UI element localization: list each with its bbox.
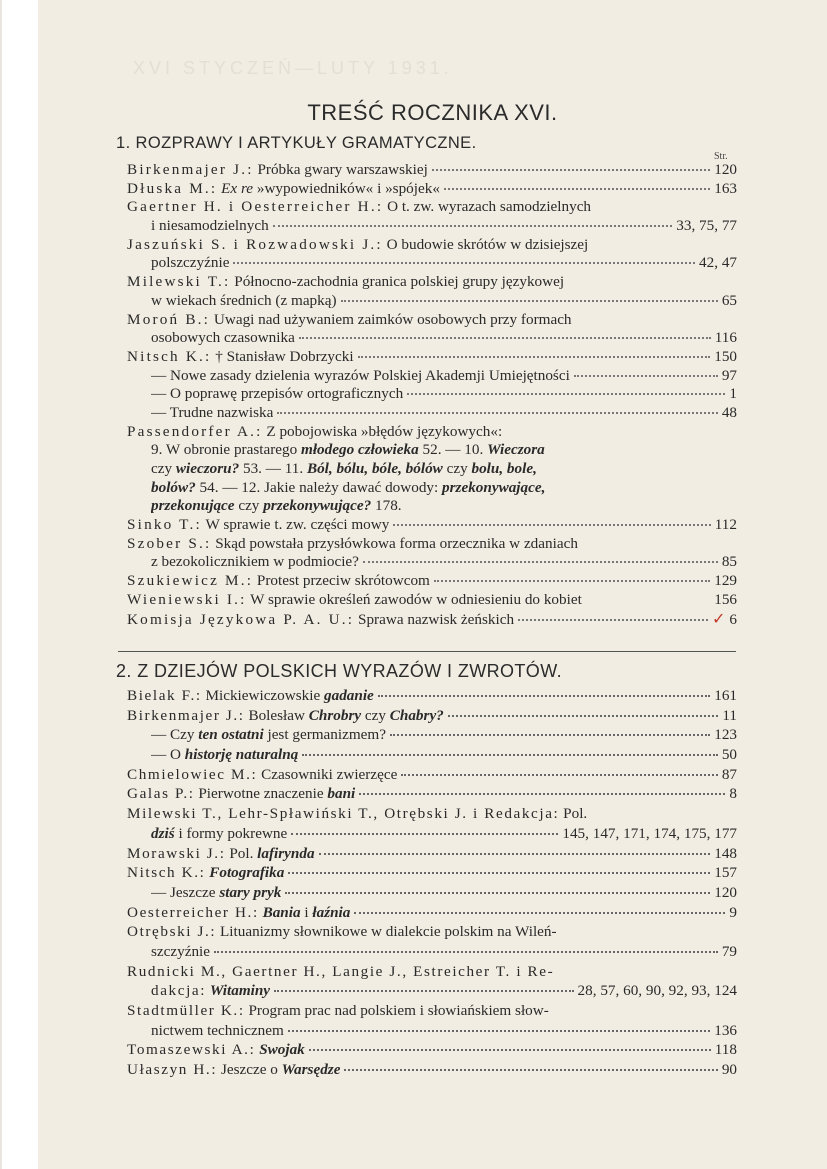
leader-dots bbox=[302, 753, 718, 756]
toc-entry bbox=[127, 348, 737, 367]
toc-entry-continuation bbox=[127, 479, 737, 498]
entry-page: 150 bbox=[714, 347, 737, 365]
entry-title-part: Pol. bbox=[225, 844, 258, 862]
leader-dots bbox=[344, 1068, 717, 1071]
entry-page: 9 bbox=[729, 903, 737, 921]
toc-entry bbox=[127, 180, 737, 199]
leader-dots bbox=[277, 411, 717, 414]
entry-title-part: Jeszcze bbox=[166, 883, 220, 901]
entry-title-italic: stary pryk bbox=[219, 883, 282, 901]
leader-dots bbox=[214, 950, 718, 953]
leader-dots bbox=[401, 773, 718, 776]
toc-entry bbox=[127, 367, 737, 386]
leader-dots bbox=[390, 733, 710, 736]
toc-entry bbox=[127, 572, 737, 591]
entry-author: Nitsch K.: bbox=[127, 347, 212, 365]
entry-page: 90 bbox=[721, 1061, 737, 1079]
leader-dots bbox=[574, 374, 718, 377]
entry-title-italic: bani bbox=[327, 785, 356, 803]
entry-author: Moroń B.: bbox=[127, 310, 211, 328]
entry-page: 87 bbox=[721, 765, 737, 783]
ditto-dash: — bbox=[151, 726, 167, 744]
entry-author: Szukiewicz M.: bbox=[127, 572, 254, 590]
page-title: TREŚĆ ROCZNIKA XVI. bbox=[307, 100, 558, 125]
toc-entry bbox=[127, 404, 737, 423]
entry-author: Birkenmajer J.: bbox=[127, 161, 254, 178]
entry-author: Stadtmüller K.: bbox=[127, 1002, 245, 1019]
entry-title: Próbka gwary warszawskiej bbox=[253, 161, 428, 178]
entry-title-italic: bolów? bbox=[151, 478, 196, 496]
entry-page: 85 bbox=[721, 553, 737, 571]
entry-title: Protest przeciw skrótowcom bbox=[253, 572, 430, 590]
toc-entry-continuation bbox=[127, 981, 737, 1001]
entry-page: 42, 47 bbox=[699, 254, 737, 272]
entry-title-italic: Wieczora bbox=[487, 441, 545, 459]
entry-title-italic: lafirynda bbox=[257, 844, 315, 862]
toc-entry bbox=[127, 1040, 737, 1060]
entry-title-italic: gadanie bbox=[324, 687, 374, 704]
entry-page: 156 bbox=[714, 590, 737, 608]
ditto-dash: — bbox=[151, 403, 167, 421]
toc-entry bbox=[127, 922, 737, 942]
entry-title: nictwem technicznem bbox=[151, 1021, 284, 1039]
entry-title-part: Pierwotne znaczenie bbox=[194, 785, 328, 803]
entry-page: 145, 147, 171, 174, 175, 177 bbox=[562, 824, 737, 842]
toc-entry bbox=[127, 1060, 737, 1080]
toc-entry bbox=[127, 844, 737, 864]
entry-author: Nitsch K.: bbox=[127, 864, 206, 882]
section-1-list bbox=[127, 161, 737, 628]
toc-entry bbox=[127, 962, 737, 982]
leader-space bbox=[586, 600, 710, 601]
entry-title-part: czy bbox=[442, 460, 472, 477]
entry-page: 97 bbox=[721, 366, 737, 384]
entry-title: O t. zw. wyrazach samodzielnych bbox=[383, 198, 592, 216]
entry-title: Lituanizmy słownikowe w dialekcie polskim na Wileń- bbox=[216, 923, 557, 941]
toc-entry bbox=[127, 686, 737, 706]
page bbox=[38, 0, 827, 1169]
leader-dots bbox=[309, 1048, 711, 1051]
toc-entry bbox=[127, 591, 737, 610]
leader-dots bbox=[285, 891, 710, 894]
entry-title-italic: Chrobry bbox=[308, 706, 362, 724]
entry-page: 33, 75, 77 bbox=[676, 217, 737, 235]
entry-page: 79 bbox=[721, 942, 737, 960]
entry-title-part: Bolesław bbox=[244, 706, 309, 724]
leader-dots bbox=[274, 989, 573, 992]
section-2-list bbox=[127, 686, 737, 1080]
toc-entry bbox=[127, 765, 737, 785]
leader-dots bbox=[407, 392, 725, 395]
entry-page: 65 bbox=[721, 291, 737, 309]
entry-page: 123 bbox=[714, 726, 737, 744]
handwritten-check-mark: ✓ bbox=[712, 608, 726, 628]
entry-title-italic: wieczoru? bbox=[175, 460, 240, 477]
toc-entry bbox=[127, 385, 737, 404]
entry-author: Galas P.: bbox=[127, 785, 195, 803]
section-2-heading: 2. Z DZIEJÓW POLSKICH WYRAZÓW I ZWROTÓW. bbox=[116, 661, 562, 681]
toc-entry bbox=[127, 516, 737, 535]
entry-author: Sinko T.: bbox=[127, 516, 202, 534]
toc-entry-continuation bbox=[127, 460, 737, 479]
leader-dots bbox=[518, 618, 708, 621]
entry-title: W sprawie określeń zawodów w odniesieniu do kobiet bbox=[246, 590, 582, 608]
entry-title-italic: Swojak bbox=[259, 1041, 305, 1059]
entry-title-part: 52. — 10. bbox=[418, 441, 488, 459]
toc-entry bbox=[127, 863, 737, 883]
toc-entry-continuation bbox=[127, 553, 737, 572]
entry-author: Passendorfer A.: bbox=[127, 422, 263, 440]
toc-entry-continuation bbox=[127, 497, 737, 516]
entry-author: Komisja Językowa P. A. U.: bbox=[127, 610, 355, 628]
entry-page: 1 bbox=[729, 385, 737, 403]
entry-author: Milewski T.: bbox=[127, 273, 231, 291]
left-margin-strip bbox=[0, 0, 38, 1169]
leader-dots bbox=[299, 336, 711, 339]
entry-title: Trudne nazwiska bbox=[166, 403, 274, 421]
entry-title-italic: przekonujące bbox=[151, 497, 235, 515]
entry-title: † Stanisław Dobrzycki bbox=[211, 347, 354, 365]
entry-author: Oesterreicher H.: bbox=[127, 903, 259, 921]
entry-title-part: »wypowiedników« i »spójek« bbox=[253, 179, 440, 197]
entry-author: Wieniewski I.: bbox=[127, 590, 247, 608]
entry-page: 11 bbox=[722, 706, 737, 724]
toc-entry-continuation bbox=[127, 1021, 737, 1041]
toc-entry-continuation bbox=[127, 329, 737, 348]
entry-title: Czasowniki zwierzęce bbox=[257, 765, 398, 783]
entry-page: 50 bbox=[721, 746, 737, 764]
entry-title: O poprawę przepisów ortograficznych bbox=[166, 385, 404, 403]
entry-page: 112 bbox=[714, 516, 737, 534]
toc-entry-continuation bbox=[127, 254, 737, 273]
toc-entry-continuation bbox=[127, 441, 737, 460]
entry-title-part: i bbox=[300, 903, 313, 921]
leader-dots bbox=[393, 523, 710, 526]
entry-title-part: O bbox=[166, 746, 185, 764]
entry-title: Sprawa nazwisk żeńskich bbox=[354, 610, 515, 628]
entry-page: 148 bbox=[714, 844, 737, 862]
entry-page: 8 bbox=[729, 785, 737, 803]
toc-entry-continuation bbox=[127, 942, 737, 962]
entry-title-part: 53. — 11. bbox=[239, 460, 307, 477]
entry-title-part: 9. W obronie prastarego bbox=[151, 441, 302, 459]
entry-title-italic: Ex re bbox=[221, 179, 254, 197]
toc-entry bbox=[127, 610, 737, 629]
entry-title-part: i formy pokrewne bbox=[174, 824, 288, 842]
toc-entry bbox=[127, 161, 737, 180]
toc-entry bbox=[127, 745, 737, 765]
entry-page: 6 bbox=[729, 610, 737, 628]
entry-page: 120 bbox=[714, 161, 737, 178]
entry-author: Birkenmajer J.: bbox=[127, 706, 245, 724]
ditto-dash: — bbox=[151, 746, 167, 764]
entry-title: Nowe zasady dzielenia wyrazów Polskiej Akademji Umiejętności bbox=[166, 366, 570, 384]
entry-title-italic: przekonywające, bbox=[442, 478, 546, 496]
entry-title-italic: Warsędze bbox=[281, 1061, 341, 1079]
entry-page: 163 bbox=[714, 179, 737, 197]
toc-entry bbox=[127, 236, 737, 255]
leader-dots bbox=[363, 560, 718, 563]
toc-entry-continuation bbox=[127, 824, 737, 844]
entry-title: Z pobojowiska »błędów językowych«: bbox=[262, 422, 503, 440]
ditto-dash: — bbox=[151, 366, 167, 384]
entry-title-italic: łaźnia bbox=[312, 903, 351, 921]
entry-title: Program prac nad polskiem i słowiańskiem słow- bbox=[244, 1002, 549, 1019]
leader-dots bbox=[444, 187, 710, 190]
entry-author: Bielak F.: bbox=[127, 687, 202, 704]
leader-dots bbox=[378, 694, 710, 697]
entry-title: W sprawie t. zw. części mowy bbox=[201, 516, 390, 534]
entry-author: Gaertner H. i Oesterreicher H.: bbox=[127, 198, 384, 216]
entry-title: Uwagi nad używaniem zaimków osobowych przy formach bbox=[210, 310, 572, 328]
leader-dots bbox=[291, 832, 558, 835]
entry-title: w wiekach średnich (z mapką) bbox=[151, 291, 337, 309]
leader-dots bbox=[448, 714, 719, 717]
toc-entry bbox=[127, 706, 737, 726]
entry-title: O budowie skrótów w dzisiejszej bbox=[382, 235, 589, 253]
entry-title-italic: dziś bbox=[151, 824, 175, 842]
entry-author: Morawski J.: bbox=[127, 844, 226, 862]
entry-title-part: Czy bbox=[166, 726, 199, 744]
leader-dots bbox=[358, 355, 711, 358]
entry-title-italic: bolu, bole, bbox=[471, 460, 537, 477]
leader-dots bbox=[273, 224, 673, 227]
entry-title-part: Mickiewiczowskie bbox=[201, 687, 324, 704]
entry-author-cont: dakcja: bbox=[151, 982, 207, 1000]
entry-title-part: Jeszcze o bbox=[217, 1061, 282, 1079]
entry-title: polszczyźnie bbox=[151, 254, 230, 272]
entry-page: 120 bbox=[714, 883, 737, 901]
toc-entry bbox=[127, 883, 737, 903]
entry-page: 129 bbox=[714, 572, 737, 590]
entry-author: Dłuska M.: bbox=[127, 179, 218, 197]
entry-title-italic: Ból, bólu, bóle, bólów bbox=[306, 460, 443, 477]
entry-title-part: jest germanizmem? bbox=[263, 726, 386, 744]
entry-author: Otrębski J.: bbox=[127, 923, 217, 941]
entry-title-italic: Witaminy bbox=[209, 982, 271, 1000]
entry-title-italic: Fotografika bbox=[209, 864, 285, 882]
entry-author: Rudnicki M., Gaertner H., Langie J., Estreicher T. i Re- bbox=[127, 962, 555, 980]
entry-author: Szober S.: bbox=[127, 534, 212, 552]
leader-dots bbox=[432, 168, 710, 171]
entry-page: 118 bbox=[714, 1041, 737, 1059]
toc-entry bbox=[127, 903, 737, 923]
leader-dots bbox=[288, 871, 710, 874]
entry-title-italic: Bania bbox=[262, 903, 301, 921]
entry-title-part: czy bbox=[151, 460, 176, 477]
leader-dots bbox=[359, 792, 725, 795]
entry-page: 48 bbox=[721, 403, 737, 421]
toc-entry bbox=[127, 198, 737, 217]
section-1-heading: 1. ROZPRAWY I ARTYKUŁY GRAMATYCZNE. bbox=[116, 134, 477, 152]
toc-entry bbox=[127, 725, 737, 745]
entry-author: Jaszuński S. i Rozwadowski J.: bbox=[127, 235, 383, 253]
toc-entry bbox=[127, 535, 737, 554]
entry-title-part: czy bbox=[361, 706, 390, 724]
entry-title: osobowych czasownika bbox=[151, 329, 295, 347]
section-divider bbox=[118, 651, 736, 652]
entry-author: Chmielowiec M.: bbox=[127, 765, 258, 783]
entry-page: 157 bbox=[714, 864, 737, 882]
entry-title-italic: historję naturalną bbox=[184, 746, 299, 764]
entry-title-italic: Chabry? bbox=[389, 706, 444, 724]
entry-title: i niesamodzielnych bbox=[151, 217, 269, 235]
toc-entry bbox=[127, 804, 737, 824]
entry-title-italic: ten ostatni bbox=[198, 726, 264, 744]
toc-entry bbox=[127, 311, 737, 330]
page-column-label: Str. bbox=[714, 151, 728, 162]
entry-page: 136 bbox=[714, 1021, 737, 1039]
toc-entry bbox=[127, 1001, 737, 1021]
entry-title: szczyźnie bbox=[151, 942, 211, 960]
ditto-dash: — bbox=[151, 385, 167, 403]
entry-title-part: 54. — 12. Jakie należy dawać dowody: bbox=[195, 478, 443, 496]
leader-dots bbox=[233, 261, 695, 264]
entry-page: 116 bbox=[714, 329, 737, 347]
entry-title-italic: przekonywujące? bbox=[263, 497, 372, 515]
leader-dots bbox=[288, 1029, 710, 1032]
entry-author: Milewski T., Lehr-Spławiński T., Otrębski J. i Redakcja: bbox=[127, 805, 560, 823]
entry-title: z bezokolicznikiem w podmiocie? bbox=[151, 553, 359, 571]
faint-header: XVI STYCZEŃ—LUTY 1931. bbox=[133, 58, 453, 78]
entry-title-italic: młodego człowieka bbox=[301, 441, 419, 459]
ditto-dash: — bbox=[151, 883, 167, 901]
entry-author: Tomaszewski A.: bbox=[127, 1041, 256, 1059]
toc-entry-continuation bbox=[127, 217, 737, 236]
entry-title: Pol. bbox=[559, 805, 588, 823]
leader-dots bbox=[434, 579, 710, 582]
entry-author: Ułaszyn H.: bbox=[127, 1061, 218, 1079]
toc-entry-continuation bbox=[127, 292, 737, 311]
toc-entry bbox=[127, 784, 737, 804]
entry-title: Skąd powstała przysłówkowa forma orzecznika w zdaniach bbox=[211, 534, 578, 552]
entry-page: 28, 57, 60, 90, 92, 93, 124 bbox=[577, 982, 737, 1000]
entry-title: Północno-zachodnia granica polskiej grupy językowej bbox=[230, 273, 565, 291]
entry-page: 161 bbox=[714, 687, 737, 704]
toc-entry bbox=[127, 423, 737, 442]
leader-dots bbox=[341, 299, 718, 302]
entry-title-part: czy bbox=[234, 497, 264, 515]
entry-title-part: 178. bbox=[371, 497, 402, 515]
leader-dots bbox=[354, 911, 725, 914]
toc-entry bbox=[127, 273, 737, 292]
leader-dots bbox=[319, 852, 711, 855]
